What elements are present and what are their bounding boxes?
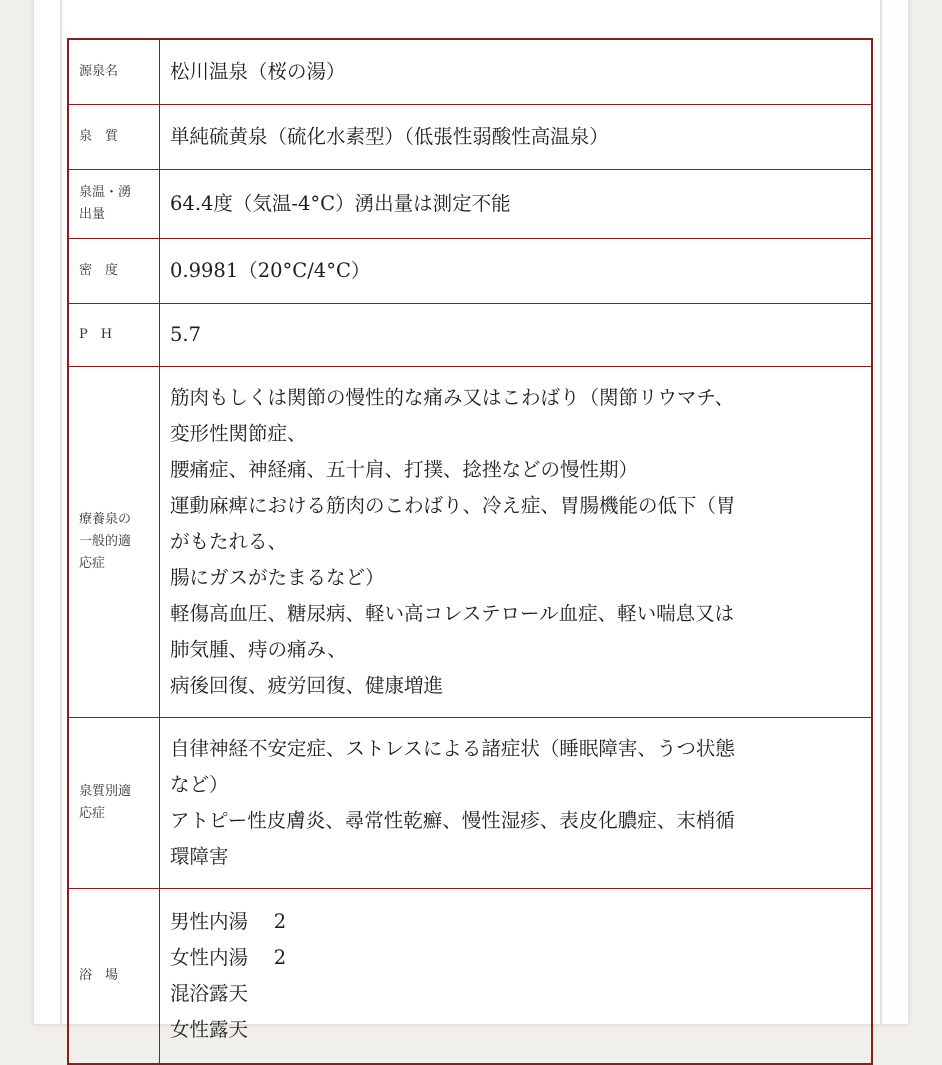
value-specific-indications [160, 718, 873, 889]
bath-line: 男性内湯 2 [170, 910, 287, 933]
hot-spring-info-table [67, 38, 873, 1065]
indication-line: 腰痛症、神経痛、五十肩、打撲、捻挫などの慢性期） [170, 458, 639, 481]
label-ph: P H [68, 304, 160, 367]
page-sheet [34, 0, 908, 1041]
label-general-indications [68, 367, 160, 718]
value-temperature-flow: 64.4度（気温-4°C）湧出量は測定不能 [160, 170, 873, 239]
value-general-indications [160, 367, 873, 718]
indication-line: 変形性関節症、 [170, 422, 307, 445]
label-line: 一般的適 [79, 534, 132, 549]
label-baths: 浴 場 [68, 889, 160, 1065]
table-row [68, 718, 872, 889]
bath-line: 女性露天 [170, 1018, 249, 1041]
value-baths [160, 889, 873, 1065]
indication-line: がもたれる、 [170, 530, 288, 553]
label-line: 療養泉の [79, 512, 132, 527]
indication-line: 腸にガスがたまるなど） [170, 566, 385, 589]
label-specific-indications [68, 718, 160, 889]
table-row [68, 239, 872, 304]
indication-line: 筋肉もしくは関節の慢性的な痛み又はこわばり（関節リウマチ、 [170, 386, 735, 409]
value-density: 0.9981（20°C/4°C） [160, 239, 873, 304]
table-row [68, 304, 872, 367]
indication-line: など） [170, 773, 229, 796]
label-temperature-flow [68, 170, 160, 239]
table-row [68, 170, 872, 239]
value-ph: 5.7 [160, 304, 873, 367]
label-line: 応症 [79, 556, 106, 571]
indication-line: アトピー性皮膚炎、尋常性乾癬、慢性湿疹、表皮化膿症、末梢循 [170, 809, 735, 832]
indication-line: 病後回復、疲労回復、健康増進 [170, 674, 444, 697]
label-density: 密 度 [68, 239, 160, 304]
table-row [68, 367, 872, 718]
label-line: 泉質別適 [79, 784, 132, 799]
table-row [68, 105, 872, 170]
label-line: 泉温・湧 [79, 185, 132, 200]
indication-line: 肺気腫、痔の痛み、 [170, 638, 347, 661]
value-spring-quality: 単純硫黄泉（硫化水素型）（低張性弱酸性高温泉） [160, 105, 873, 170]
label-line: 応症 [79, 806, 106, 821]
indication-line: 環障害 [170, 845, 229, 868]
bath-line: 混浴露天 [170, 982, 249, 1005]
label-spring-quality: 泉 質 [68, 105, 160, 170]
frame-border-right [880, 0, 882, 1024]
table-row [68, 39, 872, 105]
indication-line: 軽傷高血圧、糖尿病、軽い高コレステロール血症、軽い喘息又は [170, 602, 735, 625]
bath-line: 女性内湯 2 [170, 946, 287, 969]
table-row [68, 889, 872, 1065]
indication-line: 運動麻痺における筋肉のこわばり、冷え症、胃腸機能の低下（胃 [170, 494, 736, 517]
value-source-name: 松川温泉（桜の湯） [160, 39, 873, 105]
indication-line: 自律神経不安定症、ストレスによる諸症状（睡眠障害、うつ状態 [170, 737, 735, 760]
label-source-name: 源泉名 [68, 39, 160, 105]
label-line: 出量 [79, 207, 106, 222]
frame-border-left [60, 0, 62, 1024]
